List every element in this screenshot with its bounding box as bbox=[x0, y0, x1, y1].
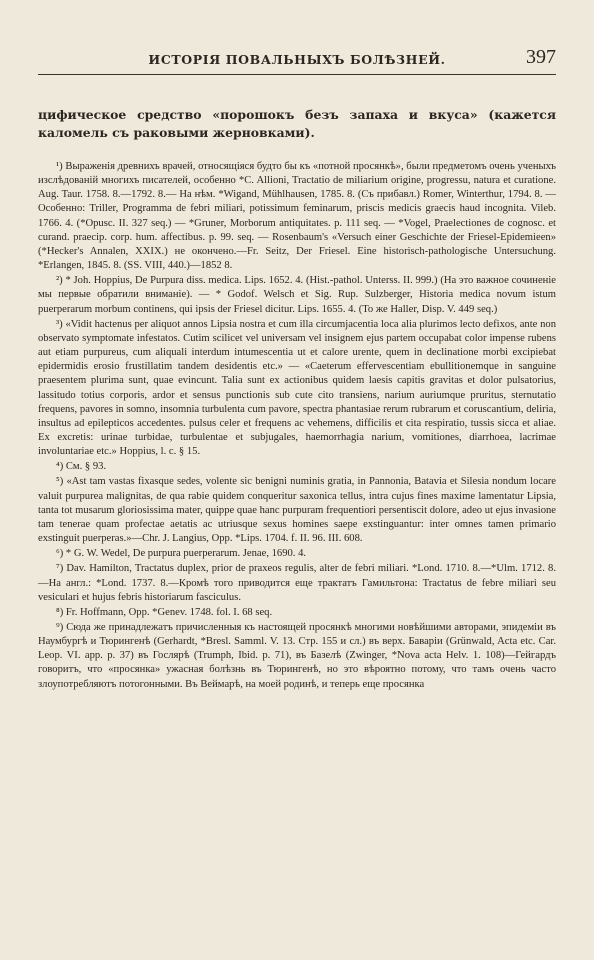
footnote-5: ⁵) «Ast tam vastas fixasque sedes, volente sic benigni numinis gratia, in Pannonia, Batavia et Silesia nondum locare valuit purpurea malignitas, de qua rabie quidem conqueritur saxonica tellus, intra cujus fines maxime lamentatur Lipsia, tanta tot musarum gloriosissima mater, quippe quae hanc purpuram frequentiori persentiscit dolore, adeo ut ejus invasione tam tenerae quam profectae aetatis ac utriusque sexus homines saepe exstinguantur: inter omnes tamen primario exstinguit puerperas.»—Chr. J. Langius, Opp. *Lips. 1704. f. II. 96. III. 608. bbox=[38, 476, 556, 545]
footnote-8: ⁸) Fr. Hoffmann, Opp. *Genev. 1748. fol. I. 68 seq. bbox=[56, 606, 273, 618]
footnotes bbox=[38, 160, 556, 692]
footnote-6: ⁶) * G. W. Wedel, De purpura puerperarum. Jenae, 1690. 4. bbox=[56, 548, 307, 560]
footnote-2: ²) * Joh. Hoppius, De Purpura diss. medica. Lips. 1652. 4. (Hist.-pathol. Unterss. II. 999.) (На это важное сочиненіе мы первые обратили вниманіе). — * Godof. Welsch et Sig. Rup. Sulzberger, Historia medica novum istum puerperarum morbum continens, qui ipsis der Friesel dicitur. Lips. 1655. 4. (То же Haller, Disp. V. 449 seq.) bbox=[38, 275, 556, 315]
footnote-1: ¹) Выраженія древнихъ врачей, относящіяся будто бы къ «потной просянкѣ», были предметомъ очень ученыхъ изслѣдованій многихъ писателей, особенно *C. Allioni, Tractatio de miliarium origine, progressu, natura et curatione. Aug. Taur. 1758. 8.—1792. 8.— На нѣм. *Wigand, Mühlhausen, 1785. 8. (Съ прибавл.) Romer, Winterthur, 1794. 8. — Особенно: Triller, Programma de febri miliari, potissimum feminarum, priscis medicis graecis haud incognita. Vileb. 1766. 4. (*Opusc. II. 327 seq.) — *Gruner, Morborum antiquitates. p. 111 seq. — *Vogel, Praelectiones de cognosc. et curand. praecip. corp. hum. affectibus. p. 99. seq. — Rosenbaum's «Versuch einer Geschichte der Friesel-Epidemieen» (*Hecker's Annalen, XXIX.) не окончено.—Fr. Seitz, Der Friesel. Eine historisch-pathologische Untersuchung. *Erlangen, 1845. 8. (SS. VIII, 440.)—1852 8. bbox=[38, 161, 556, 272]
footnote-7: ⁷) Dav. Hamilton, Tractatus duplex, prior de praxeos regulis, alter de febri miliari. *Lond. 1710. 8.—*Ulm. 1712. 8.—На англ.: *Lond. 1737. 8.—Кромѣ того приводится еще трактатъ Гамильтона: Tractatus de febre miliari seu vesiculari et hujus febris historiarum fasciculus. bbox=[38, 563, 556, 603]
footnote-3: ³) «Vidit hactenus per aliquot annos Lipsia nostra et cum illa circumjacentia loca alia plurimos lecto defixos, ante non observato symptomate infestatos. Cutim scilicet vel universam vel insignem ejus partem occupabat color impense rubens aut etiam purpureus, cum aliquali interdum intumescentia ut et calore urente, quem in declinatione morbi excipiebat epidermidis erosio frustillatim tandem desidentis etc.» — «Caeterum effervescentiam ebullitionemque in sanguine praesentem plurima sunt, quae evincunt. Talia sunt ex actionibus quidem laesis capitis gravitas et dolor pulsatorius, lassitudo totius corporis, ardor et sensus punctionis sub cute cito transiens, narium auriumque pruritus, sternutatio frequens, pavores in somno, insomnia turbulenta cum pavore, spectra phantasiae rerum rubrarum et coruscantium, deliria, insultus ad epilepticos accedentes. pulsus celer et frequens ac vehemens, difficilis et cita respiratio, tussis sicca et aliae. Ex excretis: urinae turbidae, turbulentae et subjugales, haemorrhagia narium, vomitiones, diarrhoea, lacrimae involuntariae etc.» Hoppius, l. c. § 15. bbox=[38, 318, 556, 458]
running-title: ИСТОРІЯ ПОВАЛЬНЫХЪ БОЛѢЗНЕЙ. bbox=[148, 52, 446, 67]
page-header bbox=[38, 46, 556, 75]
page-number: 397 bbox=[526, 46, 556, 68]
footnote-9: ⁹) Сюда же принадлежатъ причисленныя къ настоящей просянкѣ многими новѣйшими авторами, эпидеміи въ Наумбургѣ и Тюрингенѣ (Gerhardt, *Bresl. Samml. V. 13. Стр. 155 и сл.) въ верх. Баваріи (Grünwald, Acta etc. Car. Leop. VI. app. p. 37) въ Гослярѣ (Trumph, Ibid. p. 71), въ Базелѣ (Zwinger, *Nova acta Helv. 1. 108)—Гейгардъ говоритъ, что «просянка» ужасная болѣзнь въ Тюрингенѣ, но это вѣроятно потому, что тамъ очень часто злоупотребляютъ потогонными. Въ Веймарѣ, на моей родинѣ, и теперь еще просянка bbox=[38, 622, 556, 690]
footnote-4: ⁴) См. § 93. bbox=[56, 461, 107, 473]
main-text-paragraph: цифическое средство «порошокъ безъ запаха и вкуса» (кажется каломель съ раковыми жерновками). bbox=[38, 107, 556, 141]
